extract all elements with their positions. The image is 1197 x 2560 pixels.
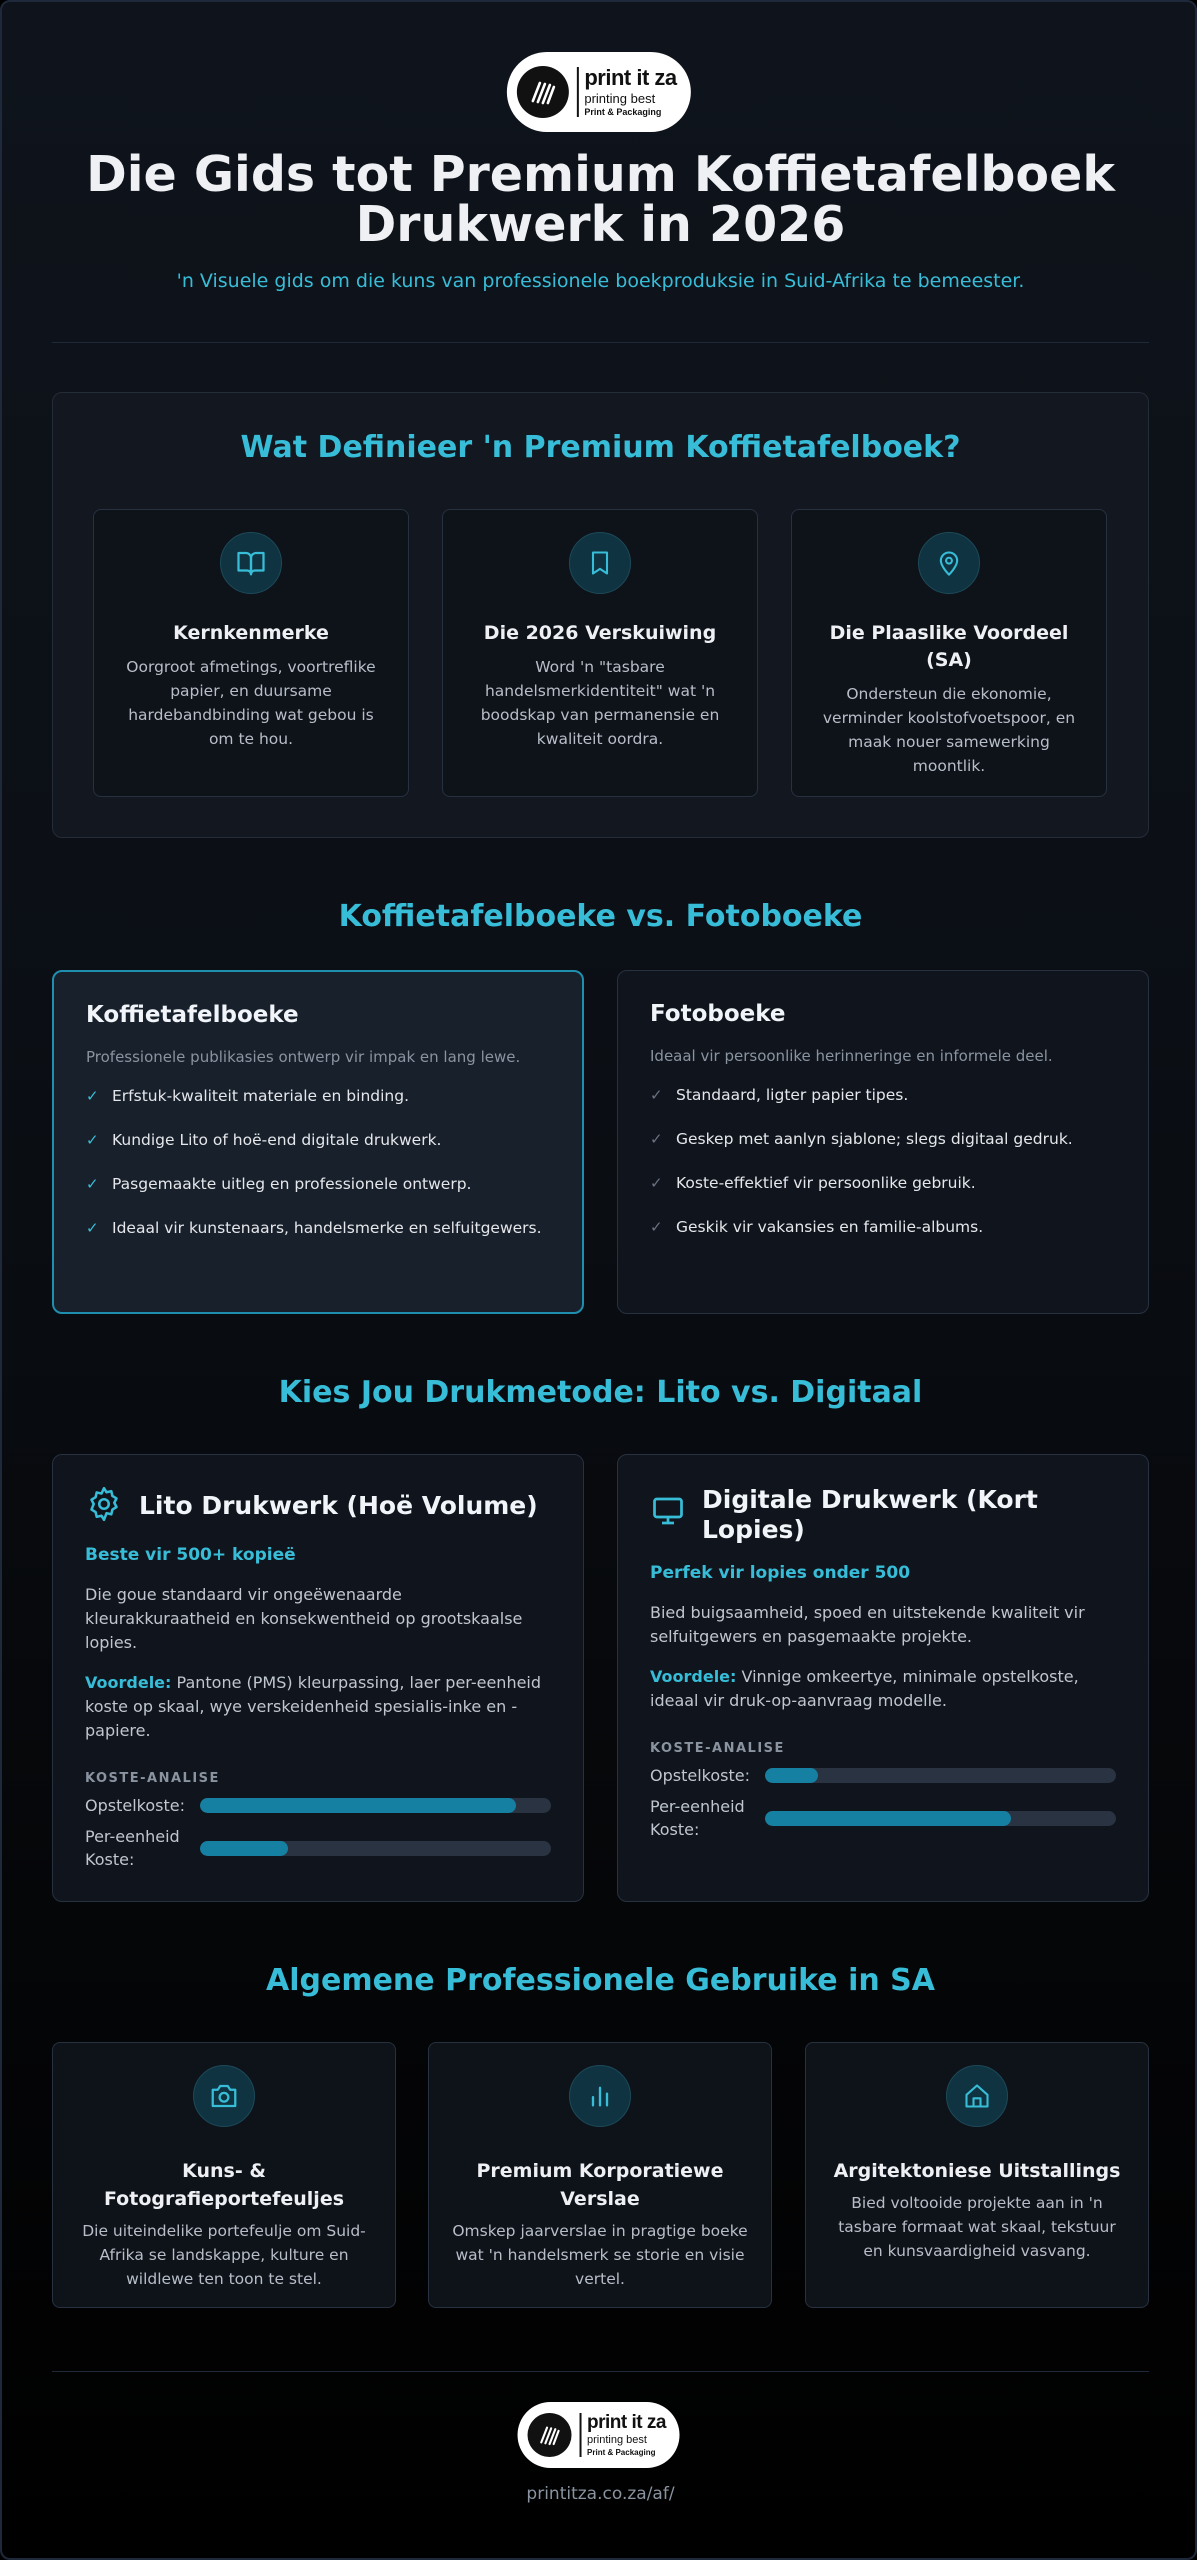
feature-card-text: Word 'n "tasbare handelsmerkidentiteit" wat 'n boodskap van permanensie en kwaliteit oordra. (480, 658, 720, 748)
litho-print-card (52, 1454, 584, 1902)
advantages-text: Voordele: Pantone (PMS) kleurpassing, laer per-eenheid koste op skaal, wye verskeidenheid spesialis-inke en -papiere. (85, 1673, 542, 1740)
use-card-title: Kuns- & Fotografieportefeuljes (103, 2160, 345, 2210)
uses-title: Algemene Professionele Gebruike in SA (266, 1963, 935, 1998)
feature-card-shift (442, 509, 758, 797)
setup-cost-bar (765, 1768, 1116, 1783)
feature-card-local (791, 509, 1107, 797)
logo-mark-icon (527, 2413, 571, 2457)
logo-tagline: printing best (587, 2434, 647, 2446)
check-icon: ✓ (86, 1131, 99, 1149)
list-item: ✓ Erfstuk-kwaliteit materiale en binding. (86, 1084, 550, 1108)
check-icon: ✓ (650, 1218, 663, 1236)
bar-chart-icon (569, 2065, 631, 2127)
unit-cost-bar (765, 1811, 1116, 1826)
list-item: ✓ Pasgemaakte uitleg en professionele ontwerp. (86, 1172, 550, 1196)
logo-subline: Print & Packaging (584, 107, 662, 117)
use-card-text: Bied voltooide projekte aan in 'n tasbare formaat wat skaal, tekstuur en kunsvaardigheid vasvang. (838, 2194, 1116, 2260)
bookmark-icon (569, 532, 631, 594)
comparison-title: Koffietafelboeke vs. Fotoboeke (338, 899, 863, 934)
monitor-icon (650, 1485, 686, 1533)
check-icon: ✓ (650, 1130, 663, 1148)
page-title: Die Gids tot Premium Koffietafelboek Drukwerk in 2026 (86, 146, 1115, 253)
logo-mark-icon (516, 66, 568, 118)
page-subtitle: 'n Visuele gids om die kuns van professionele boekproduksie in Suid-Afrika te bemeester. (176, 270, 1025, 292)
list-item: ✓ Geskik vir vakansies en familie-albums. (650, 1215, 1116, 1239)
logo-text: print it za (584, 65, 677, 90)
card-title: Koffietafelboeke (86, 1002, 299, 1028)
divider (52, 342, 1149, 343)
feature-card-text: Oorgroot afmetings, voortreflike papier, en duursame hardebandbinding wat gebou is om te hou. (126, 658, 376, 748)
map-pin-icon (918, 532, 980, 594)
list-item: ✓ Geskep met aanlyn sjablone; slegs digitaal gedruk. (650, 1127, 1116, 1151)
home-icon (946, 2065, 1008, 2127)
feature-card-title: Kernkenmerke (173, 622, 329, 644)
gear-icon (85, 1485, 123, 1527)
use-card-architecture (805, 2042, 1149, 2308)
card-lead: Professionele publikasies ontwerp vir impak en lang lewe. (86, 1048, 521, 1066)
check-icon: ✓ (86, 1087, 99, 1105)
check-icon: ✓ (86, 1175, 99, 1193)
feature-card-text: Ondersteun die ekonomie, verminder koolstofvoetspoor, en maak nouer samewerking moontlik. (822, 685, 1076, 775)
logo-tagline: printing best (584, 91, 656, 106)
card-lead: Ideaal vir persoonlike herinneringe en informele deel. (650, 1047, 1053, 1065)
logo-subline: Print & Packaging (587, 2448, 656, 2457)
use-card-title: Premium Korporatiewe Verslae (476, 2160, 724, 2210)
unit-cost-row: Per-eenheid Koste: (650, 1795, 1116, 1841)
brand-logo[interactable] (506, 52, 690, 132)
use-card-title: Argitektoniese Uitstallings (833, 2160, 1121, 2182)
check-icon: ✓ (86, 1219, 99, 1237)
list-item: ✓ Ideaal vir kunstenaars, handelsmerke en selfuitgewers. (86, 1216, 550, 1240)
definition-title: Wat Definieer 'n Premium Koffietafelboek? (240, 430, 961, 465)
card-title: Digitale Drukwerk (Kort Lopies) (702, 1485, 1038, 1544)
card-title: Lito Drukwerk (Hoë Volume) (139, 1491, 538, 1520)
setup-cost-row: Opstelkoste: (85, 1794, 551, 1817)
card-description: Bied buigsaamheid, spoed en uitstekende kwaliteit vir selfuitgewers en pasgemaakte projekte. (650, 1603, 1085, 1646)
coffee-table-books-card (52, 970, 584, 1314)
check-icon: ✓ (650, 1086, 663, 1104)
camera-icon (193, 2065, 255, 2127)
card-title: Fotoboeke (650, 1001, 786, 1027)
use-card-reports (428, 2042, 772, 2308)
cost-analysis-label: KOSTE-ANALISE (650, 1741, 785, 1756)
use-card-portfolios (52, 2042, 396, 2308)
open-book-icon (220, 532, 282, 594)
list-item: ✓ Kundige Lito of hoë-end digitale drukwerk. (86, 1128, 550, 1152)
digital-print-card (617, 1454, 1149, 1902)
methods-title: Kies Jou Drukmetode: Lito vs. Digitaal (278, 1375, 923, 1410)
photo-books-card (617, 970, 1149, 1314)
cost-analysis-label: KOSTE-ANALISE (85, 1771, 220, 1786)
use-card-text: Omskep jaarverslae in pragtige boeke wat 'n handelsmerk se storie en visie vertel. (452, 2222, 748, 2288)
feature-card-title: Die Plaaslike Voordeel (SA) (829, 622, 1069, 671)
best-for-label: Beste vir 500+ kopieë (85, 1545, 296, 1565)
footer-logo[interactable] (517, 2402, 680, 2468)
logo-text: print it za (587, 2412, 666, 2433)
list-item: ✓ Koste-effektief vir persoonlike gebruik. (650, 1171, 1116, 1195)
unit-cost-bar (200, 1841, 551, 1856)
setup-cost-bar (200, 1798, 551, 1813)
setup-cost-row: Opstelkoste: (650, 1764, 1116, 1787)
footer-divider (52, 2371, 1149, 2372)
check-icon: ✓ (650, 1174, 663, 1192)
feature-card-core (93, 509, 409, 797)
advantages-text: Voordele: Vinnige omkeertye, minimale opstelkoste, ideaal vir druk-op-aanvraag modelle. (650, 1667, 1079, 1710)
best-for-label: Perfek vir lopies onder 500 (650, 1563, 911, 1583)
feature-card-title: Die 2026 Verskuiwing (483, 622, 717, 644)
footer-url-link[interactable]: printitza.co.za/af/ (526, 2484, 675, 2504)
card-description: Die goue standaard vir ongeëwenaarde kleurakkuraatheid en konsekwentheid op grootskaalse lopies. (85, 1585, 523, 1652)
list-item: ✓ Standaard, ligter papier tipes. (650, 1083, 1116, 1107)
use-card-text: Die uiteindelike portefeulje om Suid-Afrika se landskappe, kulture en wildlewe ten toon te stel. (82, 2222, 366, 2288)
unit-cost-row: Per-eenheid Koste: (85, 1825, 551, 1871)
